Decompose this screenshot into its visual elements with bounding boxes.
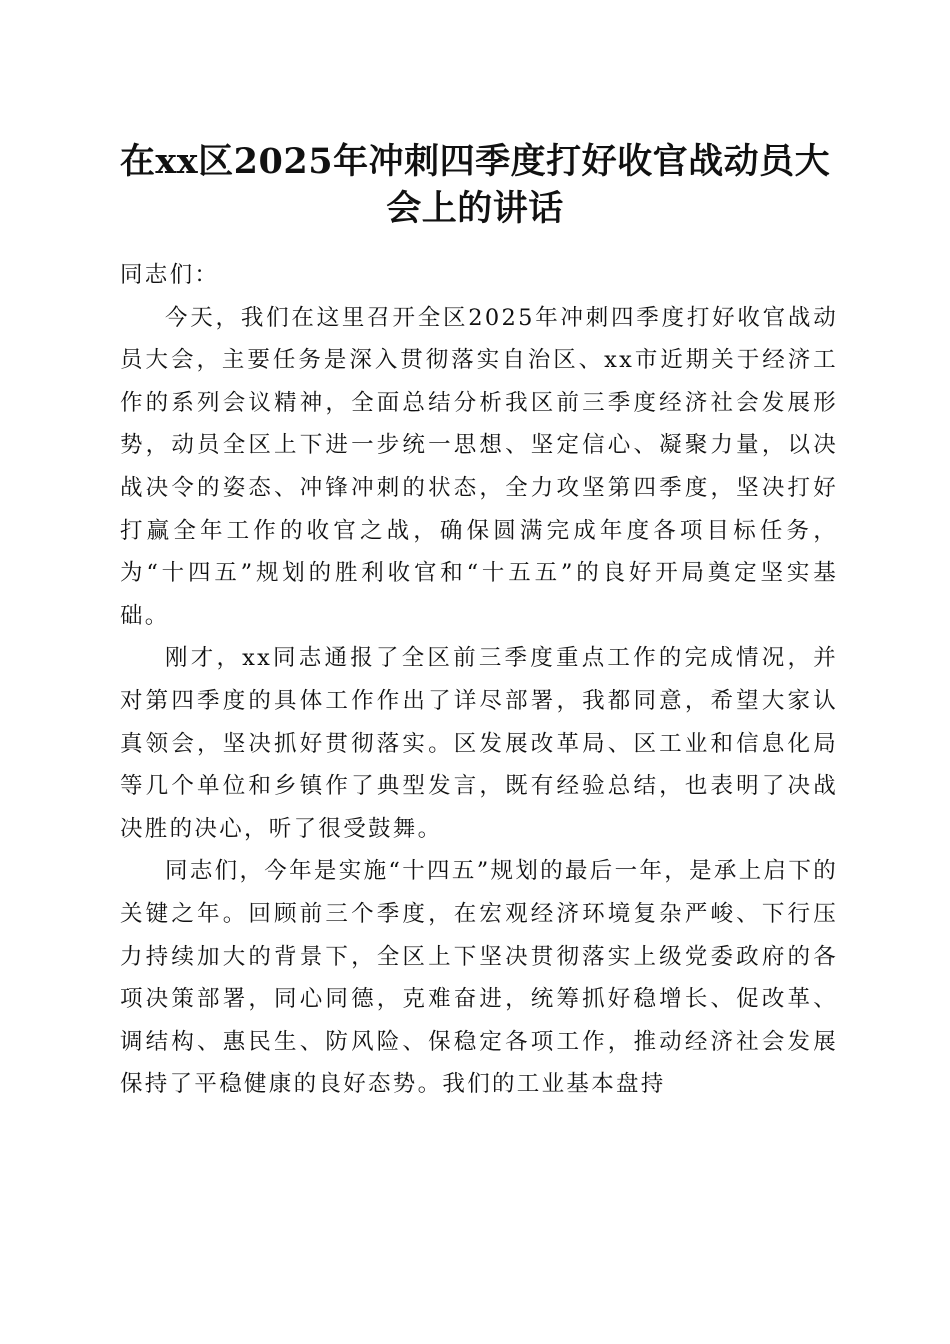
paragraph-3: 同志们，今年是实施“十四五”规划的最后一年，是承上启下的关键之年。回顾前三个季度，在宏观经济环境复杂严峻、下行压力持续加大的背景下，全区上下坚决贯彻落实上级党委政府的各项决策部署，同心同德，克难奋进，统筹抓好稳增长、促改革、调结构、惠民生、防风险、保稳定各项工作，推动经济社会发展保持了平稳健康的良好态势。我们的工业基本盘持	[120, 858, 838, 1098]
speech-body	[120, 254, 838, 1106]
paragraph-1: 今天，我们在这里召开全区2025年冲刺四季度打好收官战动员大会，主要任务是深入贯彻落实自治区、xx市近期关于经济工作的系列会议精神，全面总结分析我区前三季度经济社会发展形势，动员全区上下进一步统一思想、坚定信心、凝聚力量，以决战决令的姿态、冲锋冲刺的状态，全力攻坚第四季度，坚决打好打赢全年工作的收官之战，确保圆满完成年度各项目标任务，为“十四五”规划的胜利收官和“十五五”的良好开局奠定坚实基础。	[120, 304, 838, 629]
salutation: 同志们：	[120, 262, 220, 288]
paragraph-2: 刚才，xx同志通报了全区前三季度重点工作的完成情况，并对第四季度的具体工作作出了详尽部署，我都同意，希望大家认真领会，坚决抓好贯彻落实。区发展改革局、区工业和信息化局等几个单位和乡镇作了典型发言，既有经验总结，也表明了决战决胜的决心，听了很受鼓舞。	[120, 645, 838, 842]
document-title: 在xx区2025年冲刺四季度打好收官战动员大会上的讲话	[119, 141, 831, 229]
